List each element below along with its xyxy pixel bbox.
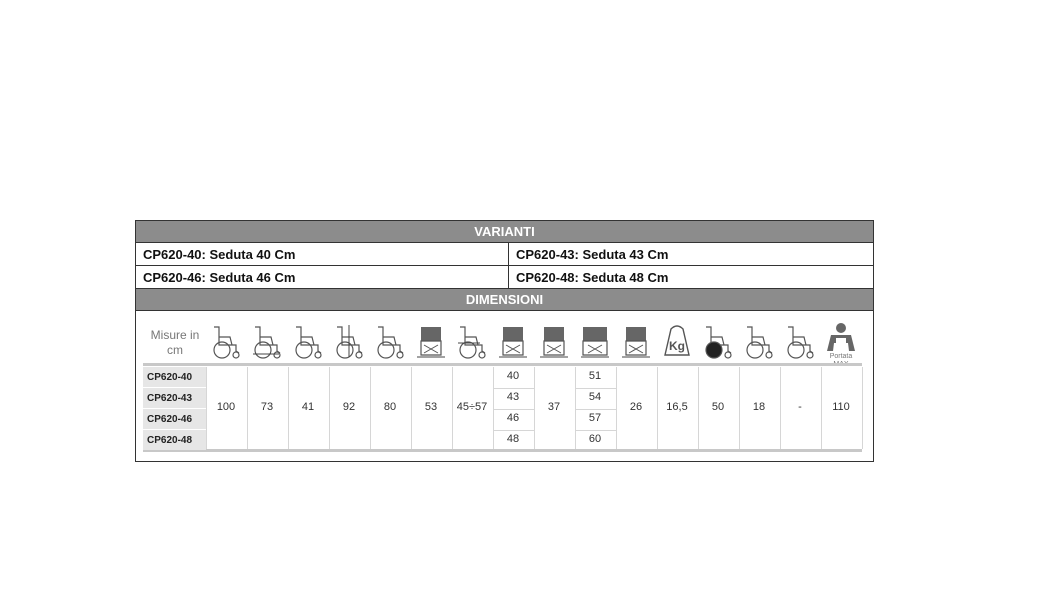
- cell-divider: [493, 409, 534, 410]
- variant-cell: CP620-46: Seduta 46 Cm: [136, 266, 509, 288]
- weight-kg-icon: [659, 321, 695, 361]
- wheelchair-backrest-width-icon: [618, 321, 654, 361]
- wheelchair-armrest-height-icon: [454, 321, 490, 361]
- dimension-value: 18: [752, 401, 766, 413]
- dimension-value: 40: [506, 370, 520, 382]
- dimension-value: 41: [301, 401, 315, 413]
- wheelchair-rear-wheel-icon: [700, 321, 736, 361]
- dimension-value: 53: [424, 401, 438, 413]
- wheelchair-overall-height-icon: [331, 321, 367, 361]
- varianti-row-2: [136, 266, 873, 289]
- header-divider: [143, 363, 862, 366]
- cell-divider: [493, 430, 534, 431]
- column-divider: [862, 367, 863, 449]
- variant-cell: CP620-48: Seduta 48 Cm: [516, 269, 669, 285]
- cell-divider: [575, 409, 616, 410]
- dimension-value: 73: [260, 401, 274, 413]
- dimension-value: 100: [216, 401, 236, 413]
- wheelchair-front-wheel-icon: [741, 321, 777, 361]
- wheelchair-overall-length-icon: [208, 321, 244, 361]
- dimension-value: 110: [832, 401, 850, 413]
- dimension-value: 60: [588, 433, 602, 445]
- dimension-value: 43: [506, 391, 520, 403]
- measure-unit-label: Misure in cm: [150, 328, 200, 357]
- dimension-value: 46: [506, 412, 520, 424]
- dimension-value: 16,5: [666, 401, 688, 413]
- dimension-value: 80: [383, 401, 397, 413]
- model-label: CP620-40: [143, 367, 206, 387]
- dimension-value: 37: [547, 401, 561, 413]
- varianti-header: VARIANTI: [136, 221, 873, 243]
- dimension-value: 54: [588, 391, 602, 403]
- table-bottom-divider: [143, 449, 862, 452]
- wheelchair-seat-height-icon: [413, 321, 449, 361]
- svg-text:Kg: Kg: [669, 339, 685, 353]
- dimensions-table: [136, 311, 873, 462]
- wheelchair-seat-width-icon: [495, 321, 531, 361]
- wheelchair-overall-width-icon: [577, 321, 613, 361]
- dimension-value: 92: [342, 401, 356, 413]
- wheelchair-wheel-spacing-icon: [782, 321, 818, 361]
- model-label: CP620-43: [143, 388, 206, 408]
- variant-cell: CP620-40: Seduta 40 Cm: [136, 243, 509, 265]
- wheelchair-folded-length-icon: [249, 321, 285, 361]
- dimension-value: 50: [711, 401, 725, 413]
- dimension-value: 45÷57: [456, 401, 488, 413]
- varianti-row-1: [136, 243, 873, 266]
- product-spec-sheet: [135, 220, 874, 462]
- dimension-value: 48: [506, 433, 520, 445]
- cell-divider: [575, 388, 616, 389]
- dimension-value: 26: [629, 401, 643, 413]
- variant-cell: CP620-43: Seduta 43 Cm: [516, 246, 669, 262]
- cell-divider: [575, 430, 616, 431]
- dimension-value: 57: [588, 412, 602, 424]
- model-label: CP620-48: [143, 430, 206, 450]
- max-load-caption: Portata: [829, 353, 853, 360]
- dimension-value: -: [798, 401, 802, 413]
- model-label: CP620-46: [143, 409, 206, 429]
- wheelchair-folded-width-icon: [536, 321, 572, 361]
- dimensioni-header: DIMENSIONI: [136, 289, 873, 311]
- cell-divider: [493, 388, 534, 389]
- dimension-value: 51: [588, 370, 602, 382]
- wheelchair-folded-height-icon: [372, 321, 408, 361]
- wheelchair-seat-depth-icon: [290, 321, 326, 361]
